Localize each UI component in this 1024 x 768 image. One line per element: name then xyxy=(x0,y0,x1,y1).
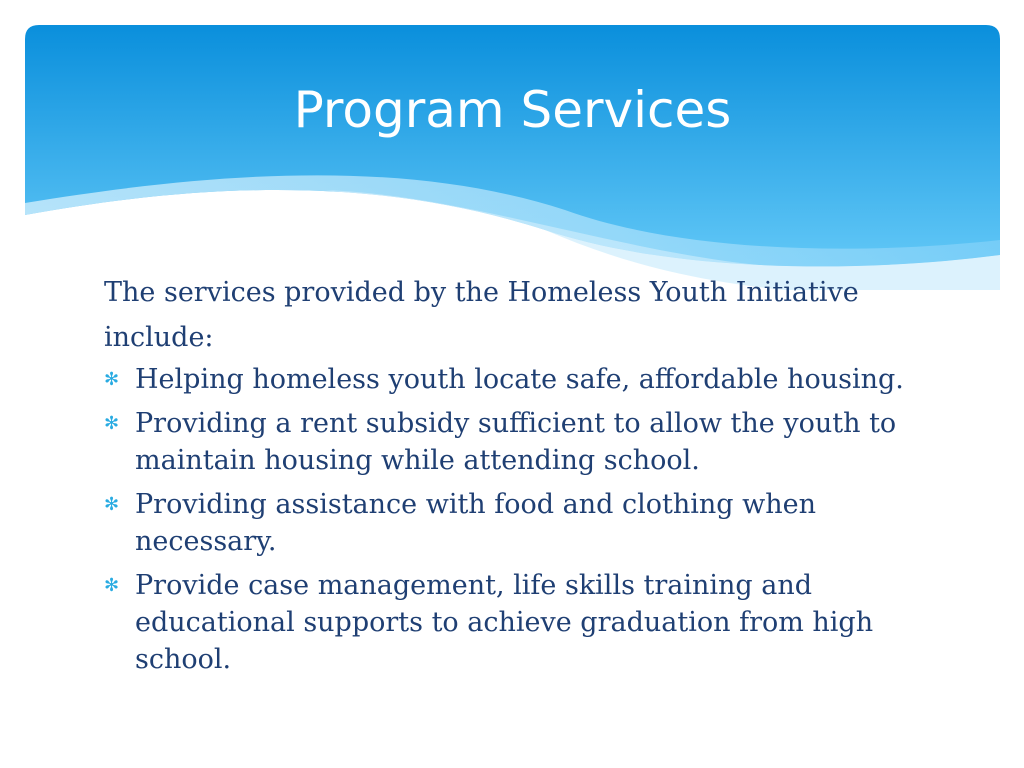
list-item xyxy=(104,486,954,560)
slide-body xyxy=(104,270,954,678)
asterisk-bullet-icon: ✻ xyxy=(104,369,120,390)
list-item xyxy=(104,405,954,479)
services-list xyxy=(104,361,954,678)
slide-title: Program Services xyxy=(293,81,732,139)
list-item-text: Providing a rent subsidy sufficient to allow the youth to maintain housing while attending school. xyxy=(135,408,897,476)
list-item xyxy=(104,567,954,678)
list-item-text: Provide case management, life skills training and educational supports to achieve graduation from high school. xyxy=(135,570,874,675)
intro-paragraph: The services provided by the Homeless Youth Initiative include: xyxy=(104,277,859,353)
asterisk-bullet-icon: ✻ xyxy=(104,575,120,596)
asterisk-bullet-icon: ✻ xyxy=(104,494,120,515)
asterisk-bullet-icon: ✻ xyxy=(104,413,120,434)
list-item-text: Helping homeless youth locate safe, affordable housing. xyxy=(135,364,904,395)
header-wave-graphic xyxy=(25,25,1000,290)
list-item xyxy=(104,361,954,398)
list-item-text: Providing assistance with food and clothing when necessary. xyxy=(135,489,817,557)
header-wave-banner xyxy=(25,25,1000,290)
